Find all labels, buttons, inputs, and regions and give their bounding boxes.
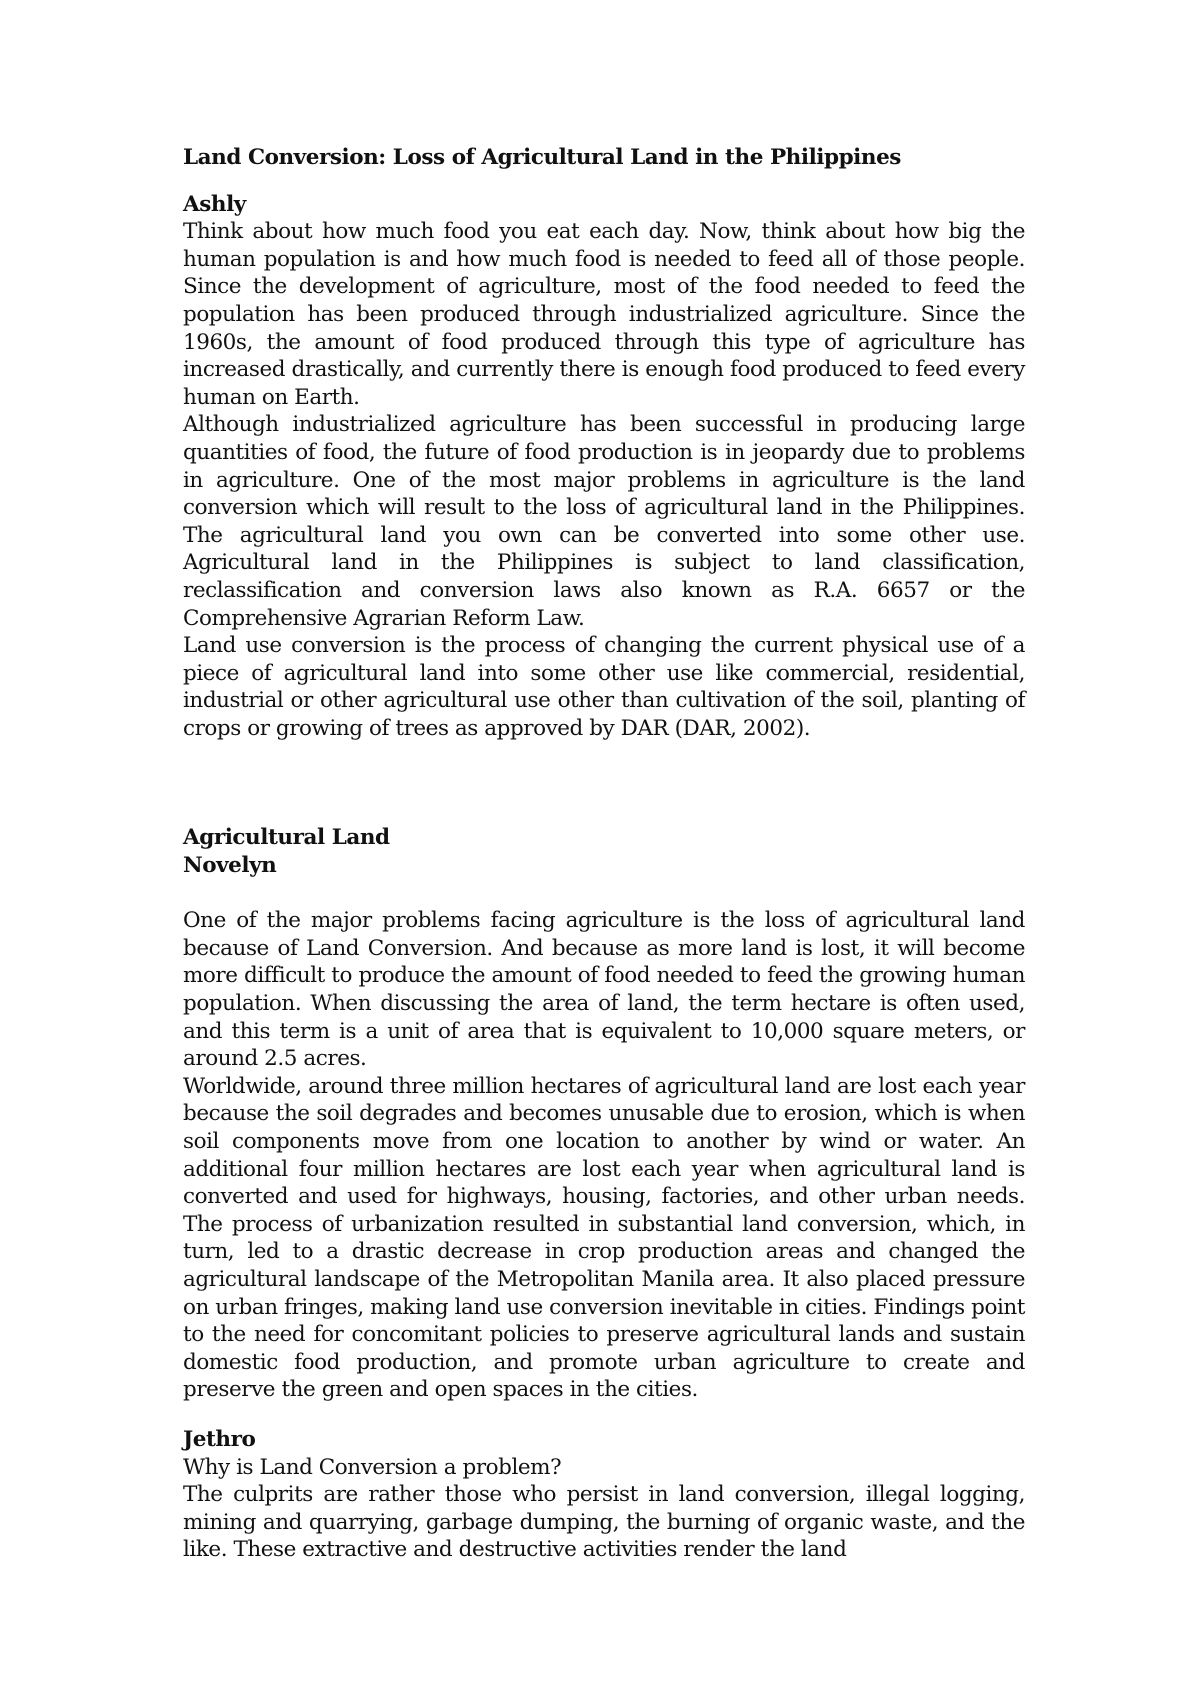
spacer bbox=[183, 742, 1025, 824]
paragraph: The culprits are rather those who persist in land conversion, illegal logging, mining and quarrying, garbage dumping, the burning of organic waste, and the like. These extractive and destructive activities render the land bbox=[183, 1482, 1025, 1563]
section-heading-agricultural-land: Agricultural Land bbox=[183, 825, 390, 851]
paragraph: Think about how much food you eat each day. Now, think about how big the human population is and how much food is needed to feed all of those people. Since the development of agriculture, most of the food needed to feed the population has been produced through industrialized agriculture. Since the 1960s, the amount of food produced through this type of agriculture has increased drastically, and currently there is enough food produced to feed every human on Earth. bbox=[183, 219, 1025, 410]
document-page bbox=[183, 144, 1025, 1564]
author-jethro: Jethro bbox=[183, 1426, 256, 1452]
question-line: Why is Land Conversion a problem? bbox=[183, 1454, 562, 1480]
author-ashly: Ashly bbox=[183, 191, 246, 217]
spacer bbox=[183, 880, 1025, 908]
author-novelyn: Novelyn bbox=[183, 853, 277, 879]
paragraph: One of the major problems facing agriculture is the loss of agricultural land because of Land Conversion. And because as more land is lost, it will become more difficult to produce the amount of food needed to feed the growing human population. When discussing the area of land, the term hectare is often used, and this term is a unit of area that is equivalent to 10,000 square meters, or around 2.5 acres. bbox=[183, 908, 1025, 1072]
paragraph: Worldwide, around three million hectares of agricultural land are lost each year because the soil degrades and becomes unusable due to erosion, which is when soil components move from one location to another by wind or water. An additional four million hectares are lost each year when agricultural land is converted and used for highways, housing, factories, and other urban needs. The process of urbanization resulted in substantial land conversion, which, in turn, led to a drastic decrease in crop production areas and changed the agricultural landscape of the Metropolitan Manila area. It also placed pressure on urban fringes, making land use conversion inevitable in cities. Findings point to the need for concomitant policies to preserve agricultural lands and sustain domestic food production, and promote urban agriculture to create and preserve the green and open spaces in the cities. bbox=[183, 1073, 1025, 1403]
document-title: Land Conversion: Loss of Agricultural Land in the Philippines bbox=[183, 145, 901, 170]
spacer bbox=[183, 1404, 1025, 1426]
paragraph: Land use conversion is the process of changing the current physical use of a piece of agricultural land into some other use like commercial, residential, industrial or other agricultural use other than cultivation of the soil, planting of crops or growing of trees as approved by DAR (DAR, 2002). bbox=[183, 633, 1025, 741]
paragraph: Although industrialized agriculture has been successful in producing large quantities of food, the future of food production is in jeopardy due to problems in agriculture. One of the most major problems in agriculture is the land conversion which will result to the loss of agricultural land in the Philippines. The agricultural land you own can be converted into some other use. Agricultural land in the Philippines is subject to land classification, reclassification and conversion laws also known as R.A. 6657 or the Comprehensive Agrarian Reform Law. bbox=[183, 412, 1025, 631]
